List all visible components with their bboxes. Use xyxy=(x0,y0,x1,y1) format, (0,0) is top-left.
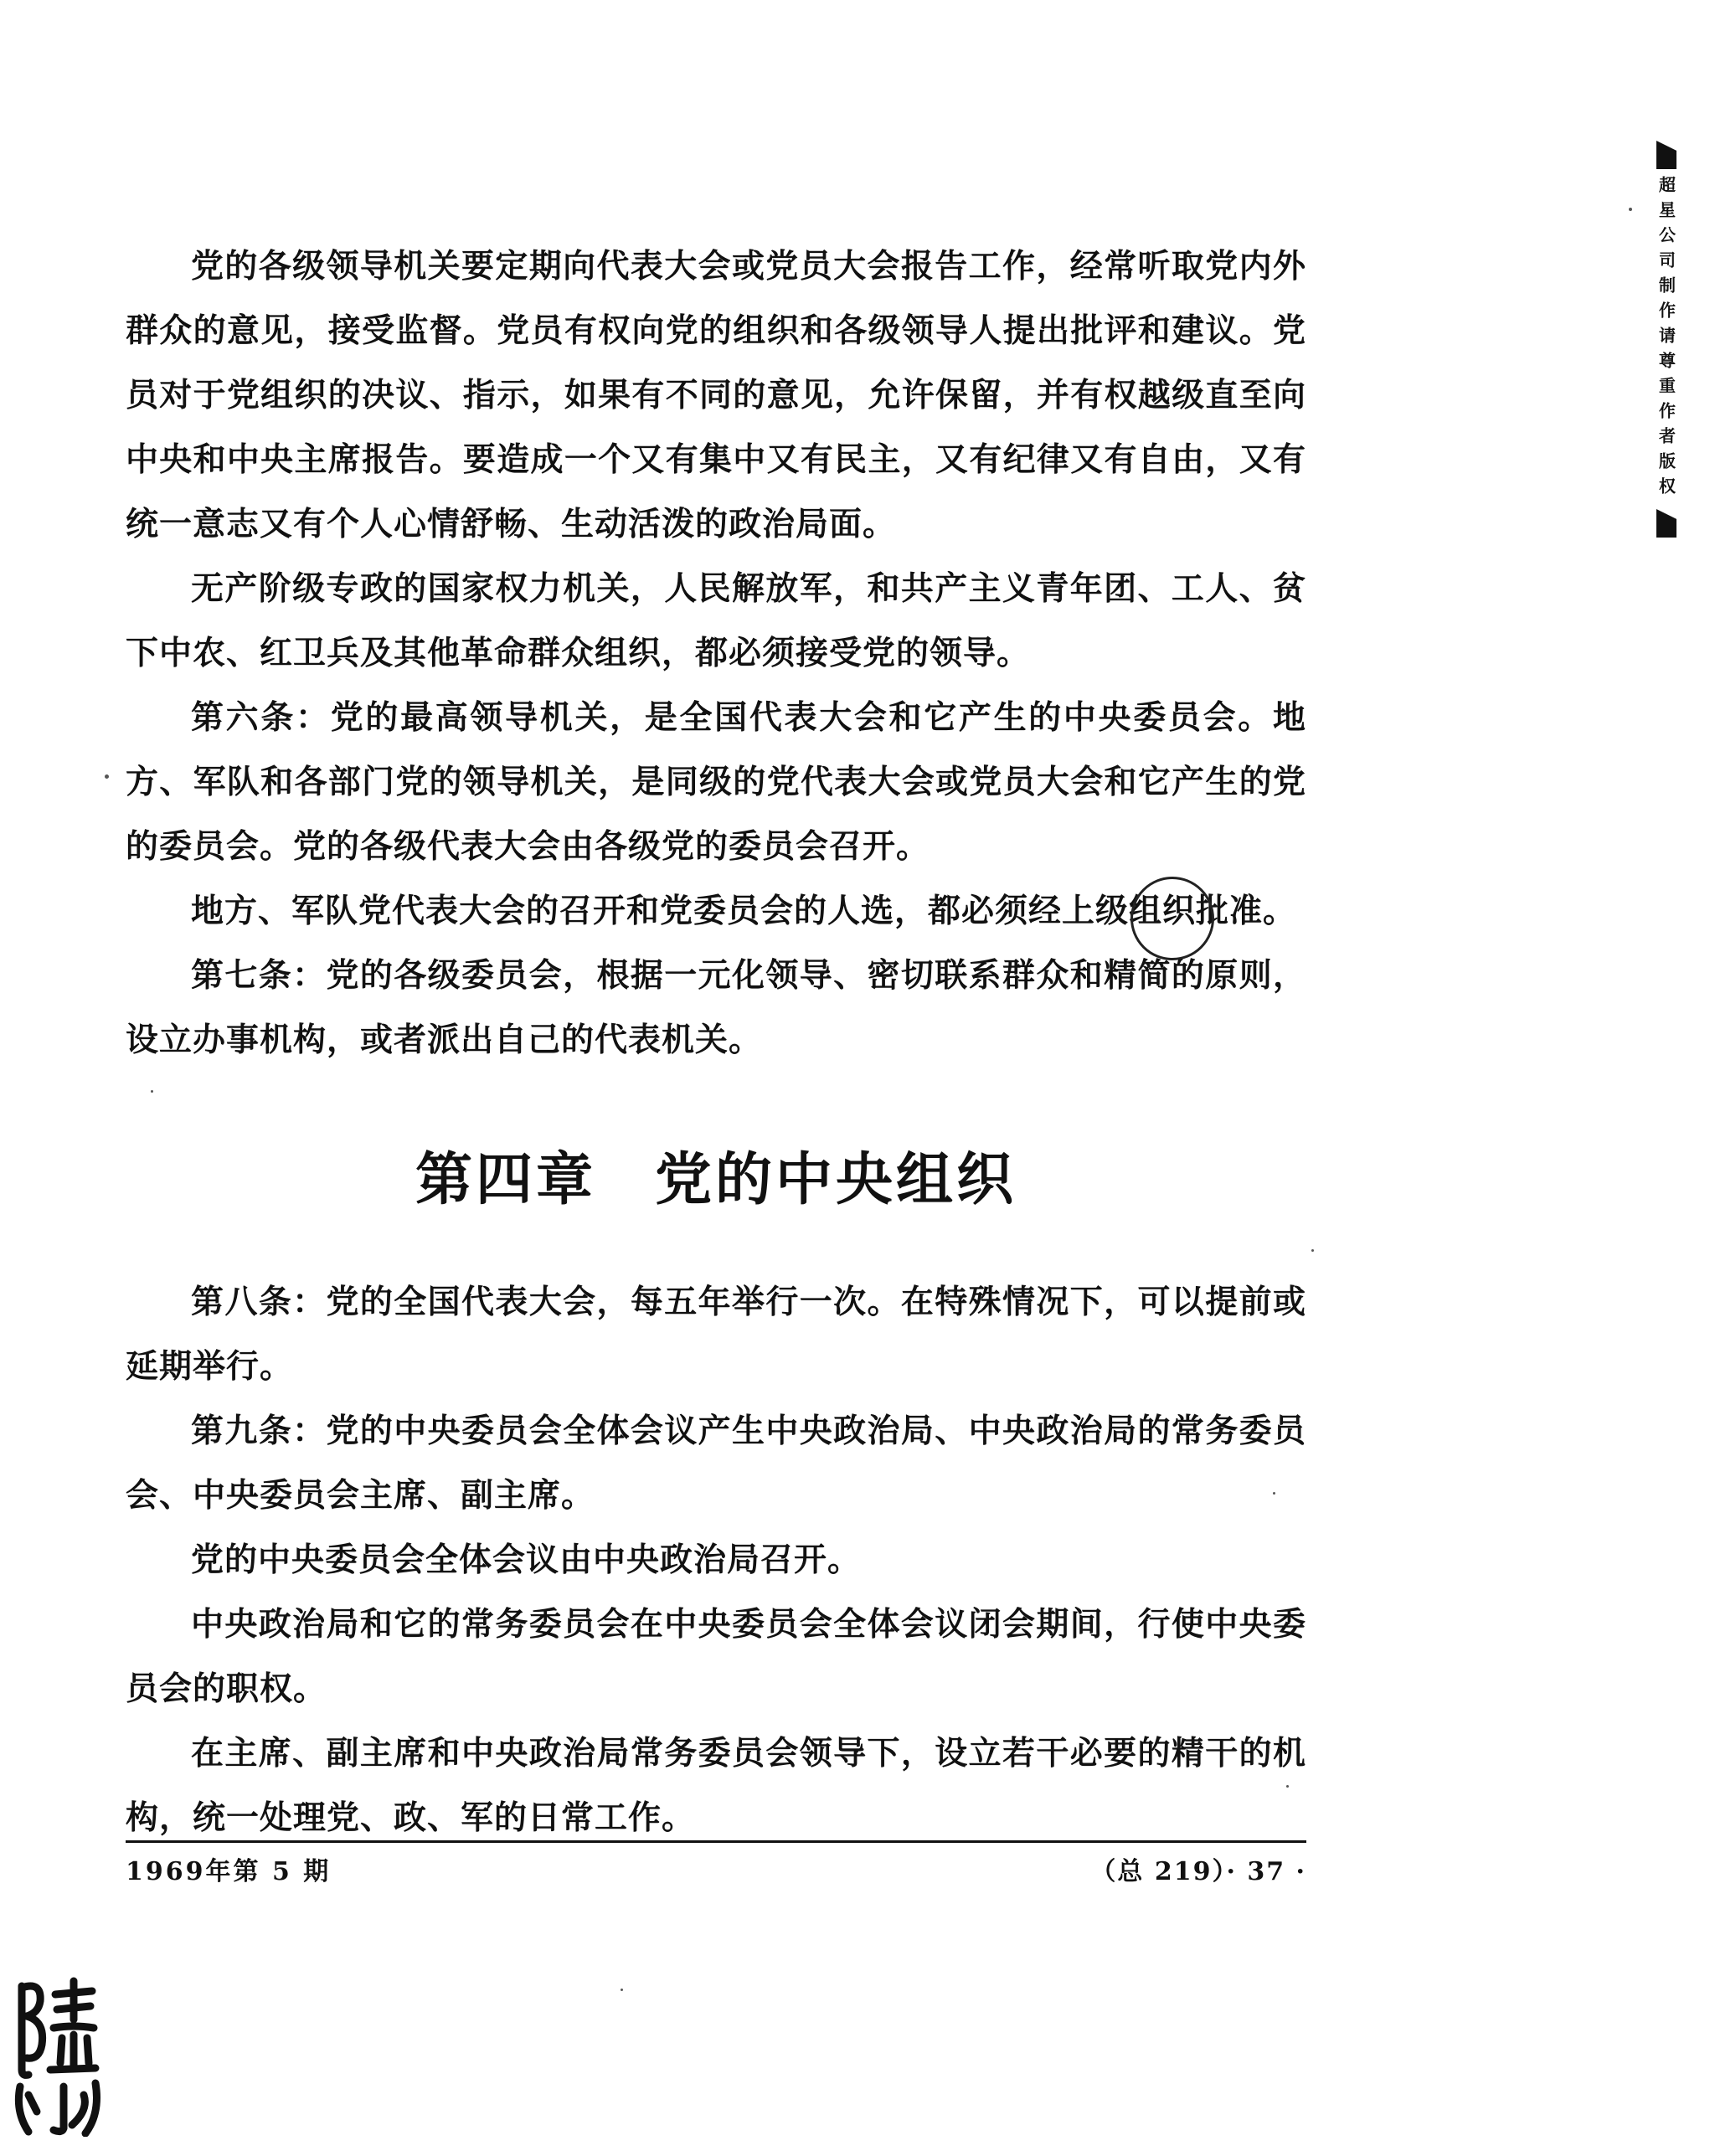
paragraph xyxy=(126,1270,1306,1399)
paragraphs-after xyxy=(126,1270,1306,1850)
paragraph-text: 在主席、副主席和中央政治局常务委员会领导下，设立若干必要的精干的机构，统一处理党、政、军的日常工作。 xyxy=(126,1734,1306,1837)
paragraph xyxy=(126,1399,1306,1528)
page-number: （总 219）· 37 · xyxy=(1090,1857,1306,1886)
chapter-name: 党的中央组织 xyxy=(655,1147,1017,1213)
article-label: 第七条： xyxy=(191,956,327,995)
paragraph xyxy=(126,879,1306,944)
paragraph-text: 党的中央委员会全体会议由中央政治局召开。 xyxy=(191,1541,862,1579)
paragraphs-before xyxy=(126,234,1306,1073)
paragraph xyxy=(126,686,1306,879)
scan-speck xyxy=(151,1090,153,1093)
issue-label: 1969年第 5 期 xyxy=(126,1857,332,1886)
paragraph xyxy=(126,557,1306,686)
scan-speck xyxy=(1311,1249,1314,1252)
paragraph-text: 党的各级委员会，根据一元化领导、密切联系群众和精简的原则，设立办事机构，或者派出自己的代表机关。 xyxy=(126,956,1306,1059)
scan-speck xyxy=(621,1989,623,1991)
document-body xyxy=(126,234,1306,1850)
copyright-text: 超星公司制作请尊重作者版权 xyxy=(1656,176,1676,502)
article-label: 第九条： xyxy=(191,1412,327,1450)
paragraph-text: 党的各级领导机关要定期向代表大会或党员大会报告工作，经常听取党内外群众的意见，接受监督。党员有权向党的组织和各级领导人提出批评和建议。党员对于党组织的决议、指示，如果有不同的意见，允许保留，并有权越级直至向中央和中央主席报告。要造成一个又有集中又有民主，又有纪律又有自由，又有统一意志又有个人心情舒畅、生动活泼的政治局面。 xyxy=(126,247,1306,543)
scan-speck xyxy=(1629,208,1632,211)
paragraph-text: 党的中央委员会全体会议产生中央政治局、中央政治局的常务委员会、中央委员会主席、副主席。 xyxy=(126,1412,1306,1515)
paragraph xyxy=(126,1593,1306,1721)
chapter-number: 第四章 xyxy=(415,1147,596,1213)
article-label: 第六条： xyxy=(191,698,331,737)
paragraph xyxy=(126,1528,1306,1593)
scan-speck xyxy=(105,774,109,779)
paragraph-text: 中央政治局和它的常务委员会在中央委员会全体会议闭会期间，行使中央委员会的职权。 xyxy=(126,1605,1306,1708)
paragraph-text: 地方、军队党代表大会的召开和党委员会的人选，都必须经上级组织批准。 xyxy=(191,892,1297,930)
chapter-title xyxy=(126,1143,1306,1218)
paragraph xyxy=(126,1721,1306,1850)
handwritten-circle-mark xyxy=(1130,877,1214,960)
footer-rule xyxy=(126,1840,1306,1843)
strip-top-bar xyxy=(1656,141,1676,169)
paragraph-text: 党的全国代表大会，每五年举行一次。在特殊情况下，可以提前或延期举行。 xyxy=(126,1283,1306,1386)
scan-speck xyxy=(1273,1492,1275,1495)
paragraph xyxy=(126,944,1306,1073)
paragraph xyxy=(126,234,1306,557)
strip-bottom-bar xyxy=(1656,509,1676,538)
article-label: 第八条： xyxy=(191,1283,327,1321)
library-seal-icon xyxy=(12,1969,104,2137)
paragraph-text: 无产阶级专政的国家权力机关，人民解放军，和共产主义青年团、工人、贫下中农、红卫兵及其他革命群众组织，都必须接受党的领导。 xyxy=(126,569,1306,672)
copyright-strip xyxy=(1654,141,1679,538)
paragraph-text: 党的最高领导机关，是全国代表大会和它产生的中央委员会。地方、军队和各部门党的领导机关，是同级的党代表大会或党员大会和它产生的党的委员会。党的各级代表大会由各级党的委员会召开。 xyxy=(126,698,1306,866)
scan-speck xyxy=(1286,1785,1289,1788)
